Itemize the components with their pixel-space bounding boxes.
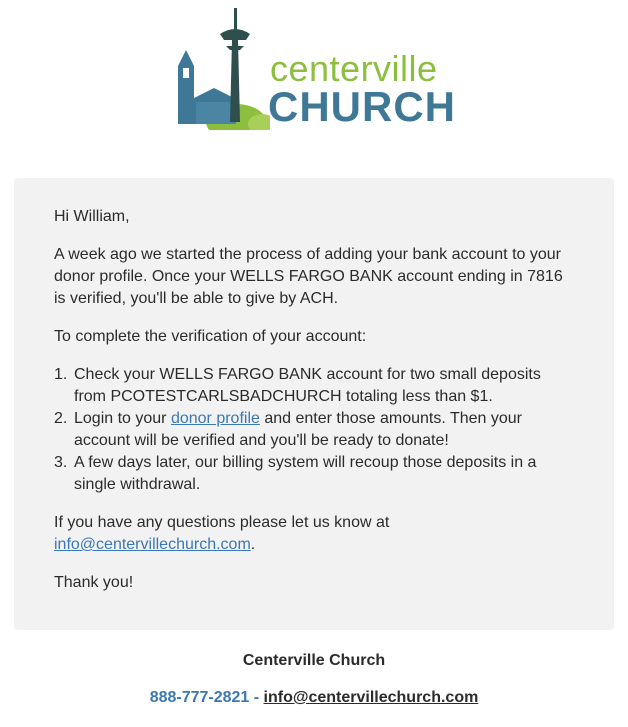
footer-phone-link[interactable]: 888-777-2821 — [149, 689, 250, 706]
footer-contact — [0, 689, 628, 707]
step-text-after: and enter those amounts. Then your account will be verified and you'll be ready to donate! — [74, 410, 522, 449]
step-text: A few days later, our billing system will recoup those deposits in a single withdrawal. — [74, 454, 537, 493]
footer-separator: - — [249, 689, 264, 706]
greeting: Hi William, — [54, 208, 130, 225]
list-item — [54, 408, 574, 452]
step-number: 1. — [54, 366, 68, 383]
list-item — [54, 364, 574, 408]
church-logo — [174, 6, 454, 130]
donor-profile-link[interactable]: donor profile — [170, 410, 260, 427]
sign-off: Thank you! — [54, 574, 134, 591]
intro-paragraph: A week ago we started the process of adding your bank account to your donor profile. Once your WELLS FARGO BANK account ending in 7816 is verified, you'll be able to give by ACH. — [54, 246, 563, 307]
step-text-before: Login to your — [74, 410, 171, 427]
questions-email-link[interactable]: info@centervillechurch.com — [54, 536, 251, 553]
step-number: 3. — [54, 454, 68, 471]
questions-paragraph — [54, 512, 574, 556]
step-number: 2. — [54, 410, 68, 427]
church-skyline-icon — [174, 6, 270, 130]
email-card — [14, 178, 614, 630]
steps-list — [54, 364, 574, 496]
logo-wordmark-bottom: CHURCH — [268, 83, 456, 130]
step-text: Check your WELLS FARGO BANK account for two small deposits from PCOTESTCARLSBADCHURCH totaling less than $1. — [74, 366, 541, 405]
footer-email-link[interactable]: info@centervillechurch.com — [263, 689, 479, 706]
footer-church-name: Centerville Church — [242, 652, 386, 669]
questions-period: . — [250, 536, 256, 553]
list-item — [54, 452, 574, 496]
email-body — [54, 206, 574, 610]
questions-text: If you have any questions please let us know at — [54, 514, 390, 531]
instructions-heading: To complete the verification of your account: — [54, 328, 367, 345]
logo-wordmark-top: centerville — [270, 48, 438, 89]
